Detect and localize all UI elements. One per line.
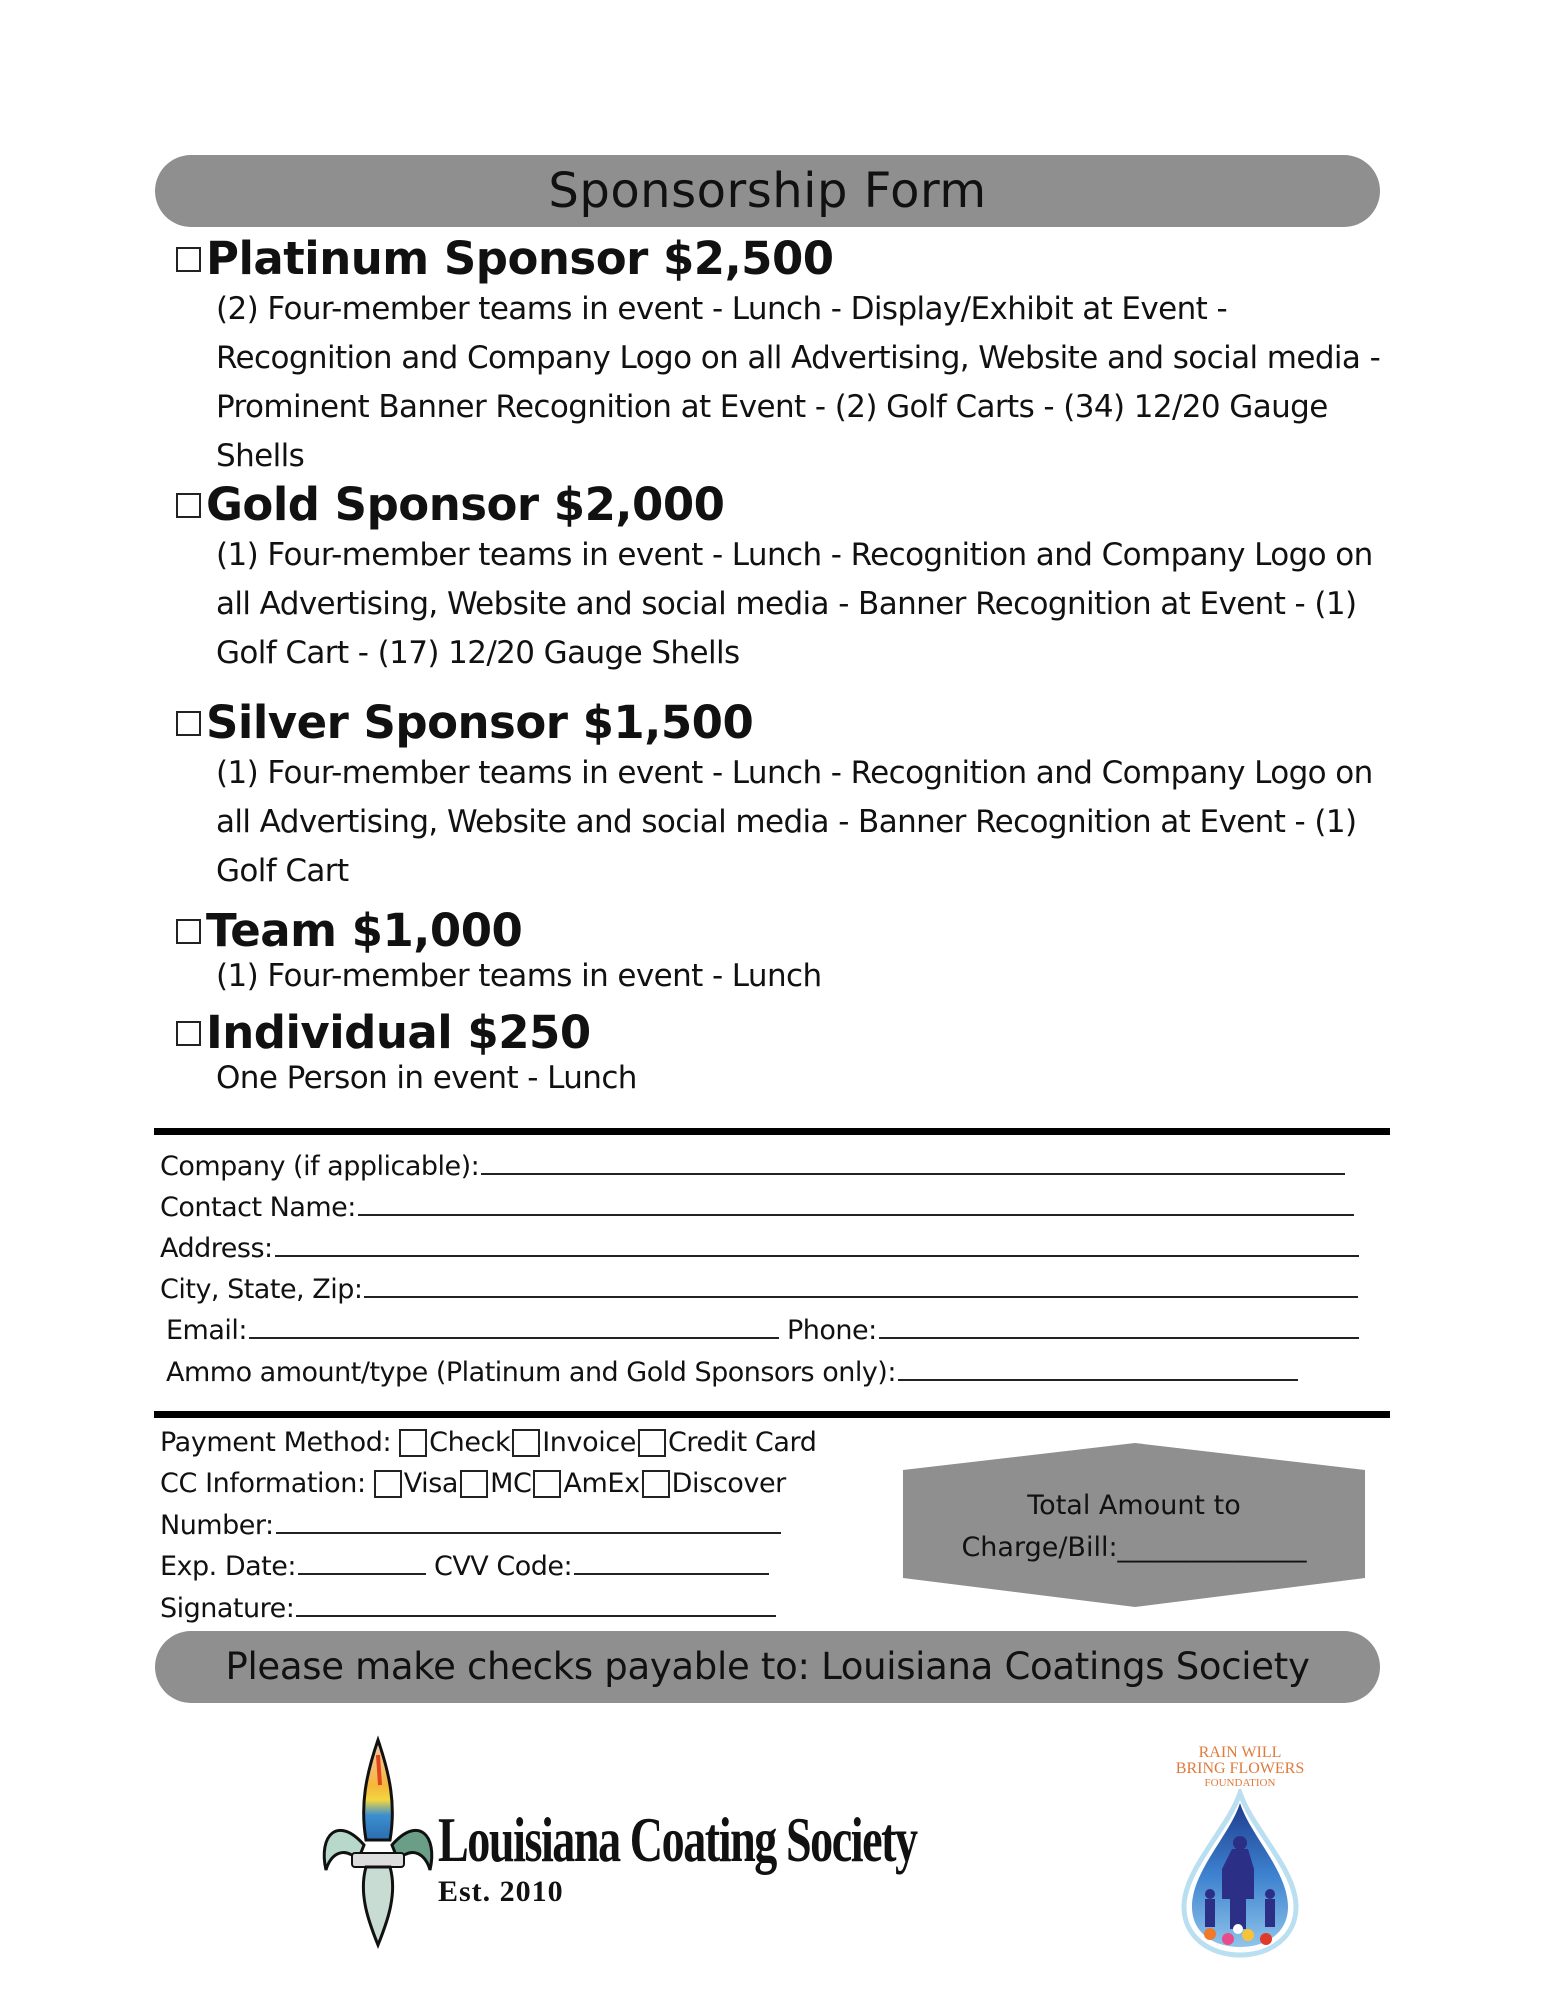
address-field[interactable]: [160, 1229, 1359, 1269]
tier-gold: [176, 479, 1396, 678]
ammo-label: Ammo amount/type (Platinum and Gold Sponsors only):: [166, 1357, 896, 1388]
fleur-de-lis-icon: [318, 1735, 438, 1950]
tier-title-text: Team $1,000: [206, 904, 523, 957]
total-amount-box: [903, 1443, 1365, 1607]
silver-checkbox[interactable]: [176, 711, 201, 736]
tier-description: (1) Four-member teams in event - Lunch - Recognition and Company Logo on all Advertising, Website and social media - Banner Recognition at Event - (1) Golf Cart - (17) 12/20 Gauge Shells: [216, 537, 1373, 671]
team-checkbox[interactable]: [176, 919, 201, 944]
total-amount-label: Total Amount to: [1027, 1490, 1241, 1521]
discover-checkbox[interactable]: [642, 1470, 670, 1498]
signature-label: Signature:: [160, 1593, 295, 1624]
rain-will-bring-flowers-logo: [1170, 1745, 1310, 1960]
mc-label: MC: [490, 1468, 532, 1499]
checks-payable-banner: [155, 1631, 1380, 1703]
tier-description: One Person in event - Lunch: [216, 1060, 637, 1096]
city-state-zip-field[interactable]: [160, 1270, 1358, 1310]
individual-checkbox[interactable]: [176, 1021, 201, 1046]
invoice-option-label: Invoice: [542, 1427, 636, 1458]
rwbf-line2: BRING FLOWERS: [1175, 1760, 1305, 1777]
rwbf-line3: FOUNDATION: [1204, 1777, 1276, 1789]
tier-title-text: Silver Sponsor $1,500: [206, 696, 754, 749]
address-input[interactable]: [275, 1231, 1359, 1257]
signature-field[interactable]: [160, 1589, 776, 1629]
cvv-input[interactable]: [574, 1549, 769, 1575]
payment-method-label: Payment Method:: [160, 1427, 392, 1458]
check-checkbox[interactable]: [399, 1429, 427, 1457]
tier-title-text: Gold Sponsor $2,000: [206, 478, 725, 531]
visa-checkbox[interactable]: [374, 1470, 402, 1498]
section-divider: [154, 1411, 1390, 1418]
invoice-checkbox[interactable]: [512, 1429, 540, 1457]
company-field[interactable]: [160, 1147, 1345, 1187]
exp-cvv-row: [160, 1547, 769, 1587]
tier-description: (2) Four-member teams in event - Lunch - Display/Exhibit at Event - Recognition and Company Logo on all Advertising, Website and social media - Prominent Banner Recognition at Event - (2) Golf Carts - (34) 12/20 Gauge Shells: [216, 291, 1381, 474]
page-title: Sponsorship Form: [548, 163, 987, 219]
city-state-zip-input[interactable]: [364, 1272, 1358, 1298]
louisiana-coating-society-logo: [318, 1735, 988, 1950]
checks-payable-note: Please make checks payable to: Louisiana Coatings Society: [225, 1645, 1310, 1688]
email-label: Email:: [166, 1315, 248, 1346]
email-input[interactable]: [249, 1313, 779, 1339]
discover-label: Discover: [671, 1468, 786, 1499]
total-amount-input[interactable]: Charge/Bill:______________: [961, 1532, 1307, 1563]
card-number-label: Number:: [160, 1510, 274, 1541]
credit-card-checkbox[interactable]: [638, 1429, 666, 1457]
payment-method-row: [160, 1423, 817, 1463]
contact-name-field[interactable]: [160, 1188, 1354, 1228]
gold-checkbox[interactable]: [176, 493, 201, 518]
email-phone-row: [166, 1311, 1359, 1351]
tier-team: [176, 905, 1396, 995]
tier-title-text: Individual $250: [206, 1006, 591, 1059]
exp-date-input[interactable]: [298, 1549, 426, 1575]
amex-checkbox[interactable]: [533, 1470, 561, 1498]
tier-description: (1) Four-member teams in event - Lunch - Recognition and Company Logo on all Advertising, Website and social media - Banner Recognition at Event - (1) Golf Cart: [216, 755, 1373, 889]
mc-checkbox[interactable]: [460, 1470, 488, 1498]
visa-label: Visa: [403, 1468, 459, 1499]
platinum-checkbox[interactable]: [176, 247, 201, 272]
check-option-label: Check: [429, 1427, 511, 1458]
cvv-label: CVV Code:: [433, 1551, 573, 1582]
ammo-input[interactable]: [898, 1355, 1298, 1381]
lcs-name: Louisiana Coating Society: [438, 1804, 917, 1875]
lcs-established: Est. 2010: [438, 1875, 564, 1908]
phone-label: Phone:: [787, 1315, 877, 1346]
card-number-field[interactable]: [160, 1506, 781, 1546]
company-label: Company (if applicable):: [160, 1151, 480, 1182]
cc-info-label: CC Information:: [160, 1468, 366, 1499]
phone-input[interactable]: [879, 1313, 1359, 1339]
amex-label: AmEx: [563, 1468, 640, 1499]
tier-individual: [176, 1007, 1396, 1097]
rwbf-line1: RAIN WILL: [1198, 1744, 1282, 1761]
section-divider: [154, 1128, 1390, 1135]
cc-info-row: [160, 1464, 786, 1504]
exp-date-label: Exp. Date:: [160, 1551, 296, 1582]
ammo-field[interactable]: [166, 1353, 1298, 1393]
tier-description: (1) Four-member teams in event - Lunch: [216, 958, 822, 994]
card-number-input[interactable]: [276, 1508, 781, 1534]
city-state-zip-label: City, State, Zip:: [160, 1274, 363, 1305]
tier-platinum: [176, 233, 1396, 481]
tier-silver: [176, 697, 1396, 896]
company-input[interactable]: [481, 1149, 1345, 1175]
contact-name-input[interactable]: [358, 1190, 1354, 1216]
raindrop-icon: [1170, 1789, 1310, 1959]
signature-input[interactable]: [296, 1591, 776, 1617]
contact-name-label: Contact Name:: [160, 1192, 356, 1223]
tier-title-text: Platinum Sponsor $2,500: [206, 232, 834, 285]
form-title-banner: [155, 155, 1380, 227]
credit-card-option-label: Credit Card: [667, 1427, 817, 1458]
address-label: Address:: [160, 1233, 273, 1264]
